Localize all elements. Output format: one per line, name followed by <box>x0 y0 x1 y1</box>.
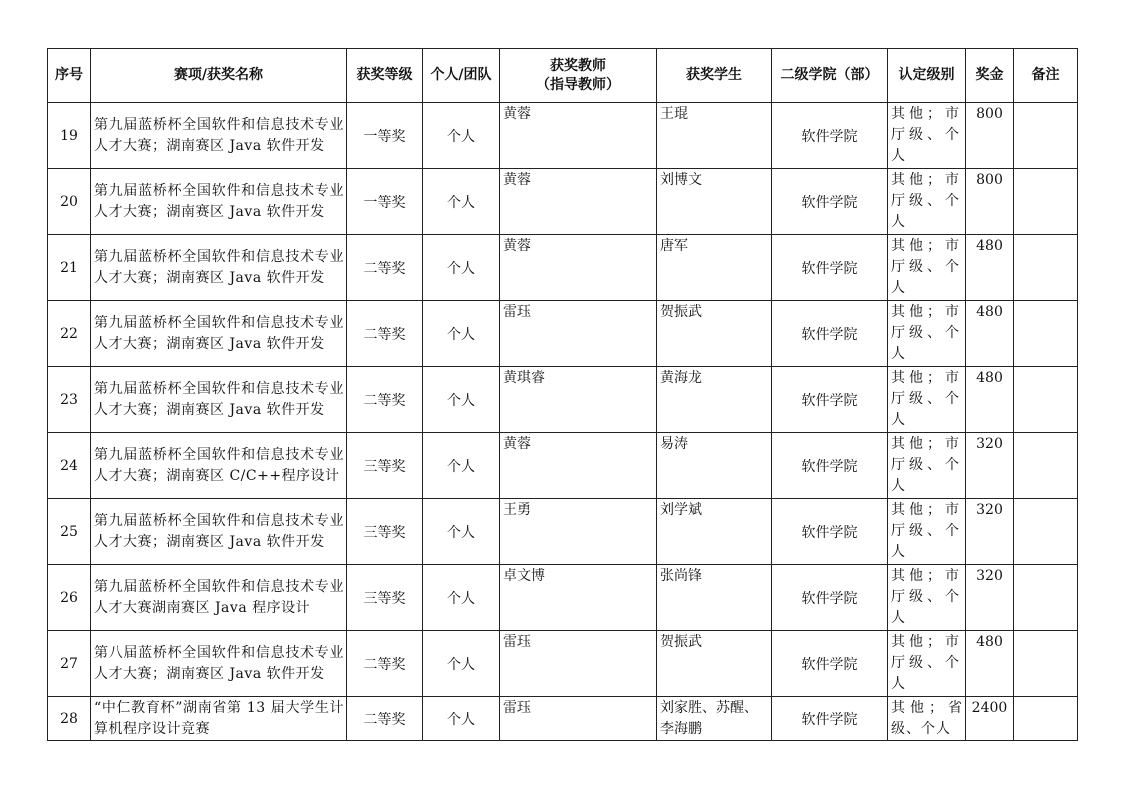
cell-student: 刘博文 <box>657 169 772 235</box>
cell-note <box>1014 235 1078 301</box>
cell-teacher: 黄蓉 <box>500 433 657 499</box>
cell-name: 第九届蓝桥杯全国软件和信息技术专业人才大赛；湖南赛区 Java 软件开发 <box>91 301 347 367</box>
cell-name: 第九届蓝桥杯全国软件和信息技术专业人才大赛；湖南赛区 Java 软件开发 <box>91 169 347 235</box>
cell-teacher: 雷珏 <box>500 301 657 367</box>
cell-teacher: 雷珏 <box>500 631 657 697</box>
cell-level: 二等奖 <box>347 301 423 367</box>
cell-bonus: 480 <box>966 367 1014 433</box>
cell-teacher: 黄蓉 <box>500 235 657 301</box>
cell-name: 第八届蓝桥杯全国软件和信息技术专业人才大赛；湖南赛区 Java 软件开发 <box>91 631 347 697</box>
header-student: 获奖学生 <box>657 49 772 103</box>
cell-college: 软件学院 <box>772 565 888 631</box>
cell-college: 软件学院 <box>772 631 888 697</box>
cell-name: 第九届蓝桥杯全国软件和信息技术专业人才大赛湖南赛区 Java 程序设计 <box>91 565 347 631</box>
cell-teacher: 黄蓉 <box>500 103 657 169</box>
header-teacher <box>500 49 657 103</box>
cell-seq: 27 <box>48 631 91 697</box>
cell-name: “中仁教育杯”湖南省第 13 届大学生计算机程序设计竞赛 <box>91 697 347 741</box>
table-header <box>48 49 1078 103</box>
cell-student: 刘学斌 <box>657 499 772 565</box>
cell-name: 第九届蓝桥杯全国软件和信息技术专业人才大赛；湖南赛区 Java 软件开发 <box>91 367 347 433</box>
header-seq: 序号 <box>48 49 91 103</box>
award-table <box>47 48 1078 741</box>
cell-college: 软件学院 <box>772 697 888 741</box>
cell-teacher: 黄蓉 <box>500 169 657 235</box>
cell-cert: 其他；市厅级、个人 <box>888 433 966 499</box>
table-row <box>48 499 1078 565</box>
cell-teacher: 黄琪睿 <box>500 367 657 433</box>
cell-college: 软件学院 <box>772 367 888 433</box>
table-row <box>48 433 1078 499</box>
cell-type: 个人 <box>423 433 500 499</box>
cell-seq: 19 <box>48 103 91 169</box>
cell-seq: 24 <box>48 433 91 499</box>
cell-student: 张尚锋 <box>657 565 772 631</box>
cell-type: 个人 <box>423 367 500 433</box>
cell-cert: 其他；市厅级、个人 <box>888 499 966 565</box>
table-row <box>48 631 1078 697</box>
cell-teacher: 王勇 <box>500 499 657 565</box>
cell-college: 软件学院 <box>772 235 888 301</box>
cell-type: 个人 <box>423 565 500 631</box>
cell-college: 软件学院 <box>772 169 888 235</box>
cell-level: 二等奖 <box>347 697 423 741</box>
table-row <box>48 565 1078 631</box>
cell-cert: 其他；市厅级、个人 <box>888 631 966 697</box>
cell-name: 第九届蓝桥杯全国软件和信息技术专业人才大赛；湖南赛区 Java 软件开发 <box>91 499 347 565</box>
cell-type: 个人 <box>423 169 500 235</box>
table-body <box>48 103 1078 741</box>
cell-bonus: 480 <box>966 301 1014 367</box>
header-note: 备注 <box>1014 49 1078 103</box>
cell-type: 个人 <box>423 697 500 741</box>
cell-student: 贺振武 <box>657 631 772 697</box>
header-name: 赛项/获奖名称 <box>91 49 347 103</box>
cell-note <box>1014 301 1078 367</box>
cell-level: 三等奖 <box>347 433 423 499</box>
cell-type: 个人 <box>423 103 500 169</box>
cell-level: 三等奖 <box>347 565 423 631</box>
cell-type: 个人 <box>423 631 500 697</box>
cell-college: 软件学院 <box>772 499 888 565</box>
cell-level: 二等奖 <box>347 235 423 301</box>
cell-student: 唐军 <box>657 235 772 301</box>
cell-cert: 其他；市厅级、个人 <box>888 103 966 169</box>
header-teacher-line1: 获奖教师 <box>550 57 606 74</box>
cell-cert: 其他；省级、个人 <box>888 697 966 741</box>
cell-note <box>1014 433 1078 499</box>
cell-note <box>1014 169 1078 235</box>
cell-bonus: 320 <box>966 433 1014 499</box>
table-row <box>48 697 1078 741</box>
header-type: 个人/团队 <box>423 49 500 103</box>
header-college: 二级学院（部） <box>772 49 888 103</box>
cell-seq: 23 <box>48 367 91 433</box>
header-level: 获奖等级 <box>347 49 423 103</box>
cell-seq: 25 <box>48 499 91 565</box>
header-bonus: 奖金 <box>966 49 1014 103</box>
cell-cert: 其他；市厅级、个人 <box>888 301 966 367</box>
cell-level: 二等奖 <box>347 367 423 433</box>
cell-level: 一等奖 <box>347 103 423 169</box>
cell-note <box>1014 367 1078 433</box>
cell-type: 个人 <box>423 301 500 367</box>
cell-seq: 20 <box>48 169 91 235</box>
cell-note <box>1014 697 1078 741</box>
cell-student: 刘家胜、苏醒、李海鹏 <box>657 697 772 741</box>
cell-cert: 其他；市厅级、个人 <box>888 367 966 433</box>
header-row <box>48 49 1078 103</box>
cell-teacher: 雷珏 <box>500 697 657 741</box>
cell-bonus: 480 <box>966 235 1014 301</box>
cell-bonus: 800 <box>966 169 1014 235</box>
table-row <box>48 301 1078 367</box>
cell-seq: 26 <box>48 565 91 631</box>
cell-bonus: 480 <box>966 631 1014 697</box>
table-row <box>48 169 1078 235</box>
cell-level: 三等奖 <box>347 499 423 565</box>
cell-student: 王琨 <box>657 103 772 169</box>
cell-seq: 22 <box>48 301 91 367</box>
cell-level: 二等奖 <box>347 631 423 697</box>
cell-seq: 21 <box>48 235 91 301</box>
cell-name: 第九届蓝桥杯全国软件和信息技术专业人才大赛；湖南赛区 C/C++程序设计 <box>91 433 347 499</box>
table-row <box>48 235 1078 301</box>
header-cert: 认定级别 <box>888 49 966 103</box>
cell-name: 第九届蓝桥杯全国软件和信息技术专业人才大赛；湖南赛区 Java 软件开发 <box>91 103 347 169</box>
cell-level: 一等奖 <box>347 169 423 235</box>
cell-cert: 其他；市厅级、个人 <box>888 235 966 301</box>
cell-name: 第九届蓝桥杯全国软件和信息技术专业人才大赛；湖南赛区 Java 软件开发 <box>91 235 347 301</box>
header-teacher-line2: （指导教师） <box>536 76 620 93</box>
cell-bonus: 320 <box>966 565 1014 631</box>
cell-college: 软件学院 <box>772 433 888 499</box>
cell-cert: 其他；市厅级、个人 <box>888 565 966 631</box>
cell-note <box>1014 499 1078 565</box>
cell-student: 易涛 <box>657 433 772 499</box>
cell-type: 个人 <box>423 499 500 565</box>
cell-college: 软件学院 <box>772 103 888 169</box>
cell-seq: 28 <box>48 697 91 741</box>
cell-bonus: 800 <box>966 103 1014 169</box>
cell-student: 贺振武 <box>657 301 772 367</box>
cell-bonus: 2400 <box>966 697 1014 741</box>
cell-student: 黄海龙 <box>657 367 772 433</box>
table-row <box>48 103 1078 169</box>
cell-teacher: 卓文博 <box>500 565 657 631</box>
cell-type: 个人 <box>423 235 500 301</box>
cell-bonus: 320 <box>966 499 1014 565</box>
cell-cert: 其他；市厅级、个人 <box>888 169 966 235</box>
table-row <box>48 367 1078 433</box>
cell-note <box>1014 631 1078 697</box>
cell-note <box>1014 565 1078 631</box>
cell-note <box>1014 103 1078 169</box>
cell-college: 软件学院 <box>772 301 888 367</box>
